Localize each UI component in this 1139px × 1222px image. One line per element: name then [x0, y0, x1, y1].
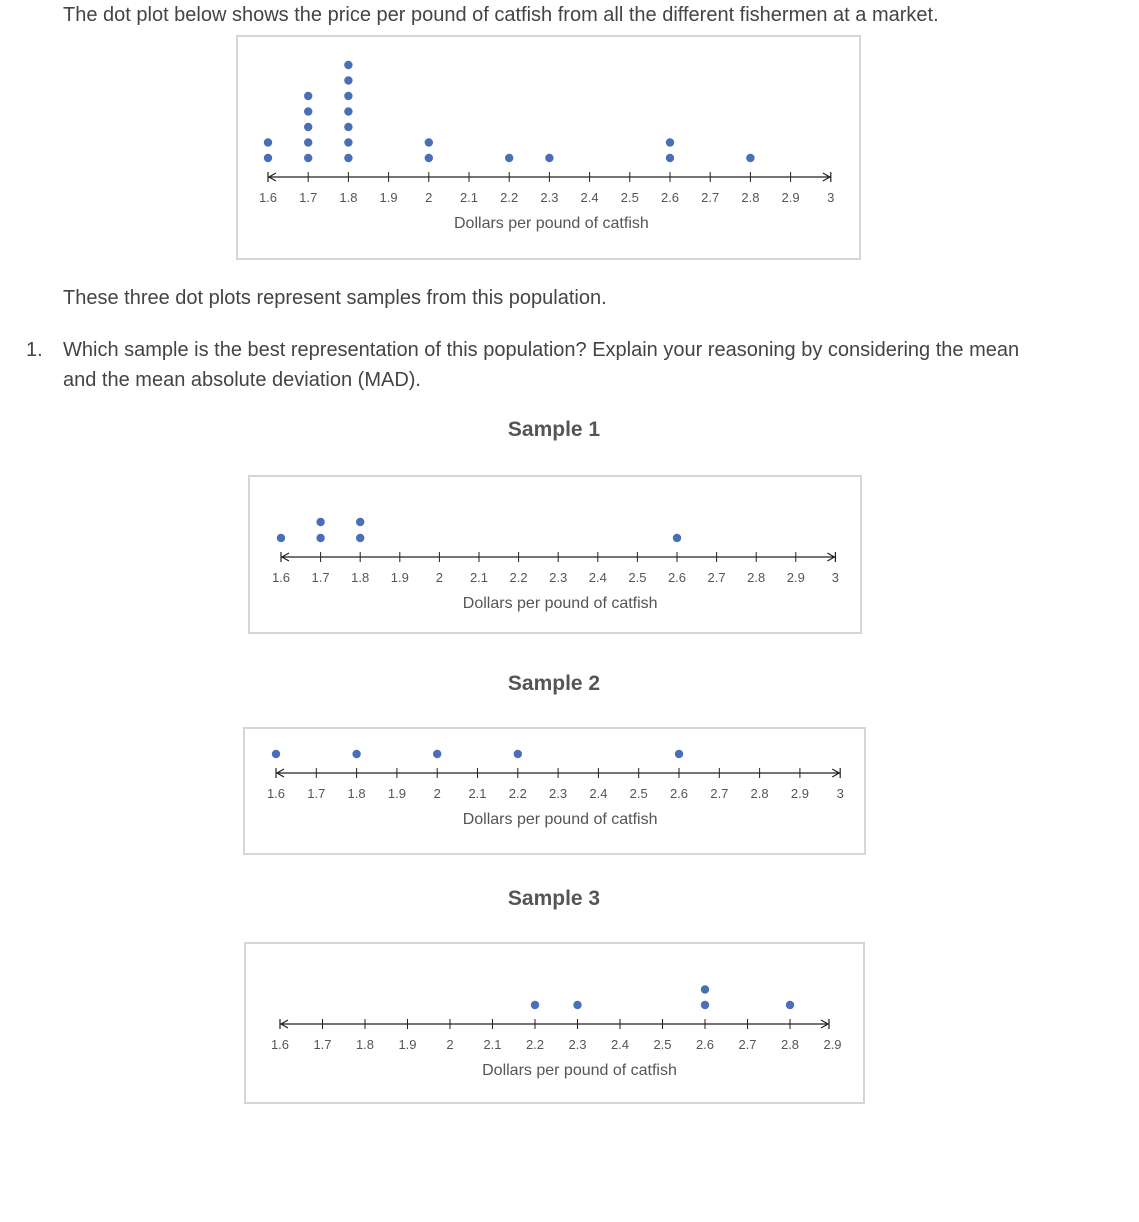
data-dot: [344, 92, 352, 100]
data-dot: [304, 107, 312, 115]
x-axis-title: Dollars per pound of catfish: [462, 595, 658, 612]
data-dot: [666, 138, 674, 146]
x-axis-title: Dollars per pound of catfish: [454, 215, 649, 232]
data-dot: [304, 154, 312, 162]
tick-label: 2.4: [580, 190, 599, 205]
tick-label: 2: [435, 570, 444, 585]
tick-label: 3: [831, 570, 840, 585]
tick-label: 2.6: [667, 570, 687, 585]
data-dot: [701, 1001, 709, 1009]
data-dot: [344, 138, 352, 146]
tick-label: 2.4: [589, 786, 608, 801]
sample-1-dot-plot: [248, 475, 862, 634]
tick-label: 1.8: [339, 190, 358, 205]
tick-label: 2.8: [747, 570, 766, 585]
data-dot: [666, 154, 674, 162]
tick-label: 2.7: [738, 1037, 757, 1052]
data-dot: [344, 107, 352, 115]
data-dot: [352, 750, 360, 758]
sample-3-dot-plot-svg: [246, 944, 867, 1106]
data-dot: [304, 138, 312, 146]
tick-label: 1.9: [387, 786, 406, 801]
data-dot: [673, 534, 681, 542]
tick-label: 2.4: [610, 1037, 630, 1052]
tick-label: 2.5: [620, 190, 639, 205]
sample-1-title: Sample 1: [507, 418, 601, 441]
tick-label: 2.9: [823, 1037, 842, 1052]
tick-label: 3: [827, 190, 835, 205]
x-axis-title: Dollars per pound of catfish: [482, 1062, 677, 1079]
data-dot: [344, 154, 352, 162]
tick-label: 1.7: [307, 786, 326, 801]
data-dot: [701, 985, 709, 993]
data-dot: [277, 534, 285, 542]
data-dot: [514, 750, 522, 758]
tick-label: 2.9: [781, 190, 800, 205]
tick-label: 1.6: [270, 1037, 290, 1052]
tick-label: 2: [433, 786, 441, 801]
sample-2-dot-plot-svg: [245, 729, 868, 857]
data-dot: [344, 123, 352, 131]
tick-label: 1.9: [390, 570, 409, 585]
tick-label: 2.7: [707, 570, 726, 585]
tick-label: 2: [425, 190, 433, 205]
data-dot: [746, 154, 754, 162]
tick-label: 1.6: [266, 786, 286, 801]
tick-label: 2.3: [568, 1037, 587, 1052]
data-dot: [531, 1001, 539, 1009]
tick-label: 2.4: [588, 570, 607, 585]
tick-label: 1.9: [398, 1037, 417, 1052]
tick-label: 2.8: [780, 1037, 800, 1052]
tick-label: 2.9: [786, 570, 805, 585]
data-dot: [425, 138, 433, 146]
tick-label: 2.2: [509, 570, 528, 585]
intro-text: The dot plot below shows the price per pound of catfish from all the different fishermen at a market.: [63, 4, 939, 26]
tick-label: 1.7: [313, 1037, 332, 1052]
tick-label: 2.5: [653, 1037, 672, 1052]
tick-label: 2.6: [669, 786, 689, 801]
data-dot: [356, 518, 364, 526]
tick-label: 3: [836, 786, 844, 801]
tick-label: 2.8: [741, 190, 760, 205]
tick-label: 2.3: [549, 786, 568, 801]
tick-label: 1.6: [258, 190, 278, 205]
question-text: Which sample is the best representation of this population? Explain your reasoning by considering the mean and the mean absolute deviation (MAD).: [63, 339, 1020, 391]
data-dot: [264, 138, 272, 146]
data-dot: [675, 750, 683, 758]
tick-label: 2: [446, 1037, 454, 1052]
tick-label: 2.5: [628, 570, 647, 585]
tick-label: 2.1: [468, 786, 487, 801]
tick-label: 1.7: [299, 190, 318, 205]
data-dot: [304, 92, 312, 100]
sample-3-dot-plot: [244, 942, 865, 1104]
data-dot: [316, 518, 324, 526]
data-dot: [344, 76, 352, 84]
data-dot: [786, 1001, 794, 1009]
sample-2-title: Sample 2: [507, 672, 601, 695]
tick-label: 1.8: [355, 1037, 375, 1052]
data-dot: [505, 154, 513, 162]
tick-label: 2.7: [710, 786, 729, 801]
tick-label: 2.8: [750, 786, 769, 801]
tick-label: 1.6: [271, 570, 291, 585]
tick-label: 2.2: [500, 190, 519, 205]
tick-label: 2.3: [549, 570, 568, 585]
tick-label: 2.5: [629, 786, 648, 801]
x-axis-title: Dollars per pound of catfish: [462, 811, 658, 828]
data-dot: [433, 750, 441, 758]
tick-label: 2.2: [508, 786, 527, 801]
tick-label: 2.2: [525, 1037, 545, 1052]
data-dot: [356, 534, 364, 542]
tick-label: 2.9: [790, 786, 809, 801]
data-dot: [316, 534, 324, 542]
tick-label: 1.8: [347, 786, 366, 801]
data-dot: [545, 154, 553, 162]
data-dot: [573, 1001, 581, 1009]
tick-label: 2.1: [483, 1037, 502, 1052]
sample-1-dot-plot-svg: [250, 477, 864, 636]
data-dot: [272, 750, 280, 758]
data-dot: [264, 154, 272, 162]
sample-3-title: Sample 3: [507, 887, 601, 910]
samples-intro-text: These three dot plots represent samples from this population.: [63, 287, 607, 309]
tick-label: 2.1: [459, 190, 479, 205]
population-dot-plot-svg: [238, 37, 863, 262]
tick-label: 1.9: [379, 190, 398, 205]
tick-label: 1.8: [351, 570, 370, 585]
population-dot-plot: [236, 35, 861, 260]
tick-label: 2.6: [660, 190, 680, 205]
tick-label: 1.7: [311, 570, 330, 585]
question-number: 1.: [26, 339, 43, 361]
data-dot: [425, 154, 433, 162]
tick-label: 2.6: [695, 1037, 715, 1052]
data-dot: [304, 123, 312, 131]
data-dot: [344, 61, 352, 69]
sample-2-dot-plot: [243, 727, 866, 855]
tick-label: 2.7: [701, 190, 720, 205]
tick-label: 2.1: [469, 570, 489, 585]
tick-label: 2.3: [540, 190, 559, 205]
